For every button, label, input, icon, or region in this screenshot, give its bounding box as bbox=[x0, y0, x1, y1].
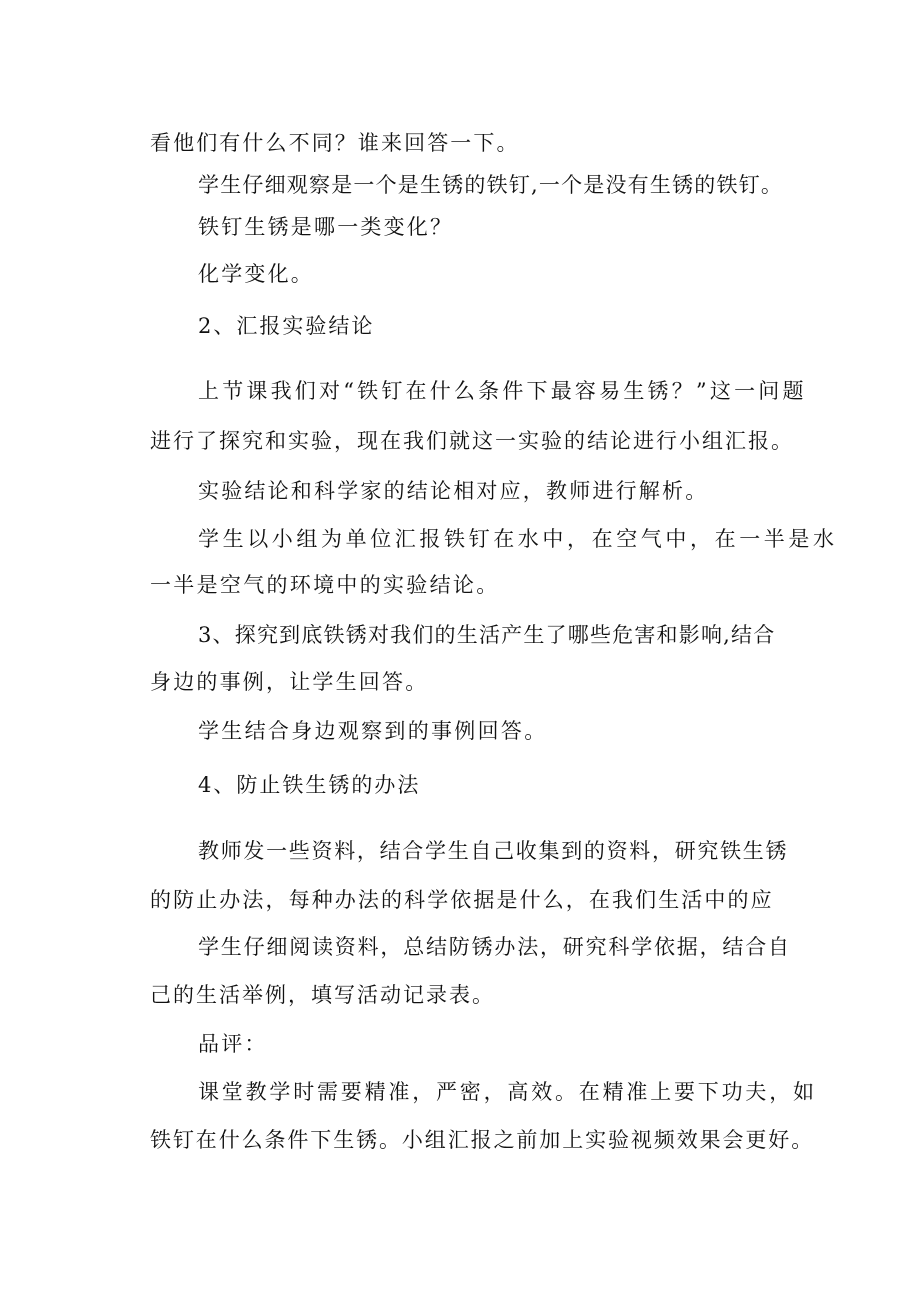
text-line: 的防止办法，每种办法的科学依据是什么，在我们生活中的应 bbox=[150, 888, 774, 912]
text-line: 学生仔细阅读资料，总结防锈办法，研究科学依据，结合自 bbox=[198, 935, 791, 959]
comment-heading: 品评： bbox=[198, 1032, 268, 1056]
text-line: 学生以小组为单位汇报铁钉在水中，在空气中，在一半是水 bbox=[198, 527, 838, 551]
text-line: 进行了探究和实验，现在我们就这一实验的结论进行小组汇报。 bbox=[150, 429, 794, 453]
text-line: 学生结合身边观察到的事例回答。 bbox=[198, 719, 548, 743]
text-line: 身边的事例，让学生回答。 bbox=[150, 670, 429, 694]
text-line: 铁钉在什么条件下生锈。小组汇报之前加上实验视频效果会更好。 bbox=[150, 1128, 815, 1152]
section-heading: 2、汇报实验结论 bbox=[198, 314, 375, 338]
text-line: 一半是空气的环境中的实验结论。 bbox=[150, 573, 500, 597]
section-heading: 4、防止铁生锈的办法 bbox=[198, 773, 421, 797]
text-line: 铁钉生锈是哪一类变化？ bbox=[198, 215, 454, 239]
text-line: 课堂教学时需要精准，严密，高效。在精准上要下功夫，如 bbox=[198, 1080, 817, 1104]
text-line: 看他们有什么不同？谁来回答一下。 bbox=[150, 131, 520, 155]
section-heading: 3、探究到底铁锈对我们的生活产生了哪些危害和影响,结合 bbox=[198, 623, 776, 647]
text-line: 教师发一些资料，结合学生自己收集到的资料，研究铁生锈 bbox=[198, 839, 789, 863]
text-line: 己的生活举例，填写活动记录表。 bbox=[150, 983, 495, 1007]
text-line: 实验结论和科学家的结论相对应，教师进行解析。 bbox=[198, 479, 709, 503]
text-line: 化学变化。 bbox=[198, 262, 314, 286]
text-line: 学生仔细观察是一个是生锈的铁钉,一个是没有生锈的铁钉。 bbox=[198, 173, 784, 197]
text-line: 上节课我们对“铁钉在什么条件下最容易生锈？”这一问题 bbox=[198, 379, 807, 403]
